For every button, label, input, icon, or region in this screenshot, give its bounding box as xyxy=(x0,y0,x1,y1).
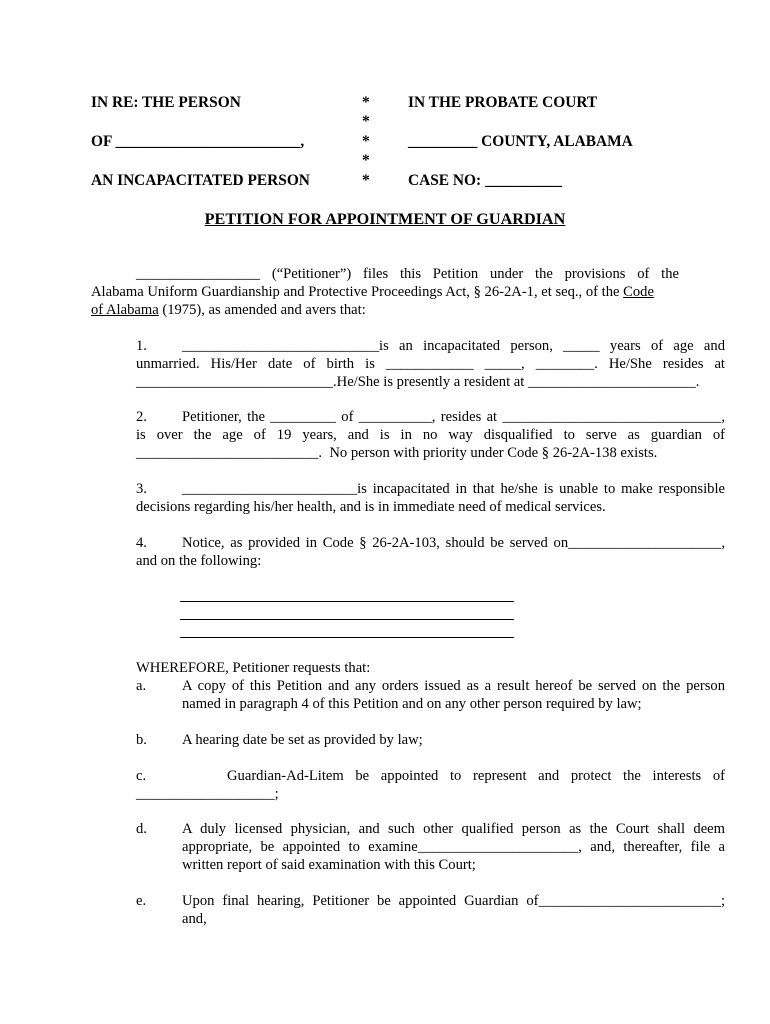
request-e-line-2: and, xyxy=(182,911,207,927)
intro-line-2: Alabama Uniform Guardianship and Protective Proceedings Act, § 26-2A-1, et seq., of the Code xyxy=(91,284,654,300)
request-c-line-2: ___________________; xyxy=(136,786,279,802)
paragraph-4-line-2: and on the following: xyxy=(136,553,262,569)
caption-right-line-2: _________ COUNTY, ALABAMA xyxy=(408,133,633,150)
request-d-line-3: written report of said examination with this Court; xyxy=(182,857,476,873)
caption-left-line-3: AN INCAPACITATED PERSON xyxy=(91,172,310,189)
request-e-line-1: Upon final hearing, Petitioner be appointed Guardian of_________________________; xyxy=(182,893,725,909)
request-d-line-2: appropriate, be appointed to examine______________________, and, thereafter, file a xyxy=(182,839,725,855)
paragraph-1-line-2: unmarried. His/Her date of birth is ____________ _____, ________. He/She resides at xyxy=(136,356,725,372)
wherefore-clause: WHEREFORE, Petitioner requests that: xyxy=(136,660,371,676)
paragraph-4-number: 4. xyxy=(136,535,147,551)
code-citation: of Alabama xyxy=(91,302,159,318)
request-e-letter: e. xyxy=(136,893,147,909)
blank-signature-line xyxy=(180,619,514,620)
caption-separator-star: * xyxy=(362,172,370,189)
caption-left-line-2: OF ________________________, xyxy=(91,133,305,150)
paragraph-1-line-3: ___________________________.He/She is presently a resident at _______________________. xyxy=(136,374,700,390)
document-title: PETITION FOR APPOINTMENT OF GUARDIAN xyxy=(204,210,566,228)
paragraph-2-line-2: is over the age of 19 years, and is in no way disqualified to serve as guardian of xyxy=(136,427,725,443)
intro-line-3: of Alabama (1975), as amended and avers that: xyxy=(91,302,366,318)
paragraph-3-number: 3. xyxy=(136,481,147,497)
paragraph-1-line-1: ___________________________is an incapacitated person, _____ years of age and xyxy=(182,338,725,354)
caption-separator-star: * xyxy=(362,152,370,169)
paragraph-4-line-1: Notice, as provided in Code § 26-2A-103, should be served on_____________________, xyxy=(182,535,725,551)
caption-left-line-1: IN RE: THE PERSON xyxy=(91,94,241,111)
paragraph-2-line-3: _________________________. No person with priority under Code § 26-2A-138 exists. xyxy=(136,445,658,461)
request-a-letter: a. xyxy=(136,678,147,694)
paragraph-3-line-2: decisions regarding his/her health, and is in immediate need of medical services. xyxy=(136,499,606,515)
intro-line-1: _________________ (“Petitioner”) files this Petition under the provisions of the xyxy=(136,266,679,282)
blank-signature-line xyxy=(180,637,514,638)
request-d-line-1: A duly licensed physician, and such other qualified person as the Court shall deem xyxy=(182,821,725,837)
caption-separator-star: * xyxy=(362,133,370,150)
blank-signature-line xyxy=(180,601,514,602)
caption-right-line-1: IN THE PROBATE COURT xyxy=(408,94,598,111)
caption-separator-star: * xyxy=(362,113,370,130)
request-c-line-1: Guardian-Ad-Litem be appointed to represent and protect the interests of xyxy=(227,768,725,784)
request-b-letter: b. xyxy=(136,732,147,748)
request-d-letter: d. xyxy=(136,821,147,837)
paragraph-1-number: 1. xyxy=(136,338,147,354)
code-citation: Code xyxy=(623,284,654,300)
request-a-line-1: A copy of this Petition and any orders issued as a result hereof be served on the person xyxy=(182,678,725,694)
caption-separator-star: * xyxy=(362,94,370,111)
paragraph-2-number: 2. xyxy=(136,409,147,425)
request-b-line-1: A hearing date be set as provided by law; xyxy=(182,732,423,748)
request-c-letter: c. xyxy=(136,768,147,784)
request-a-line-2: named in paragraph 4 of this Petition and on any other person required by law; xyxy=(182,696,642,712)
caption-right-line-3: CASE NO: __________ xyxy=(408,172,562,189)
paragraph-3-line-1: ________________________is incapacitated in that he/she is unable to make responsible xyxy=(182,481,725,497)
paragraph-2-line-1: Petitioner, the _________ of __________, resides at ______________________________, xyxy=(182,409,725,425)
